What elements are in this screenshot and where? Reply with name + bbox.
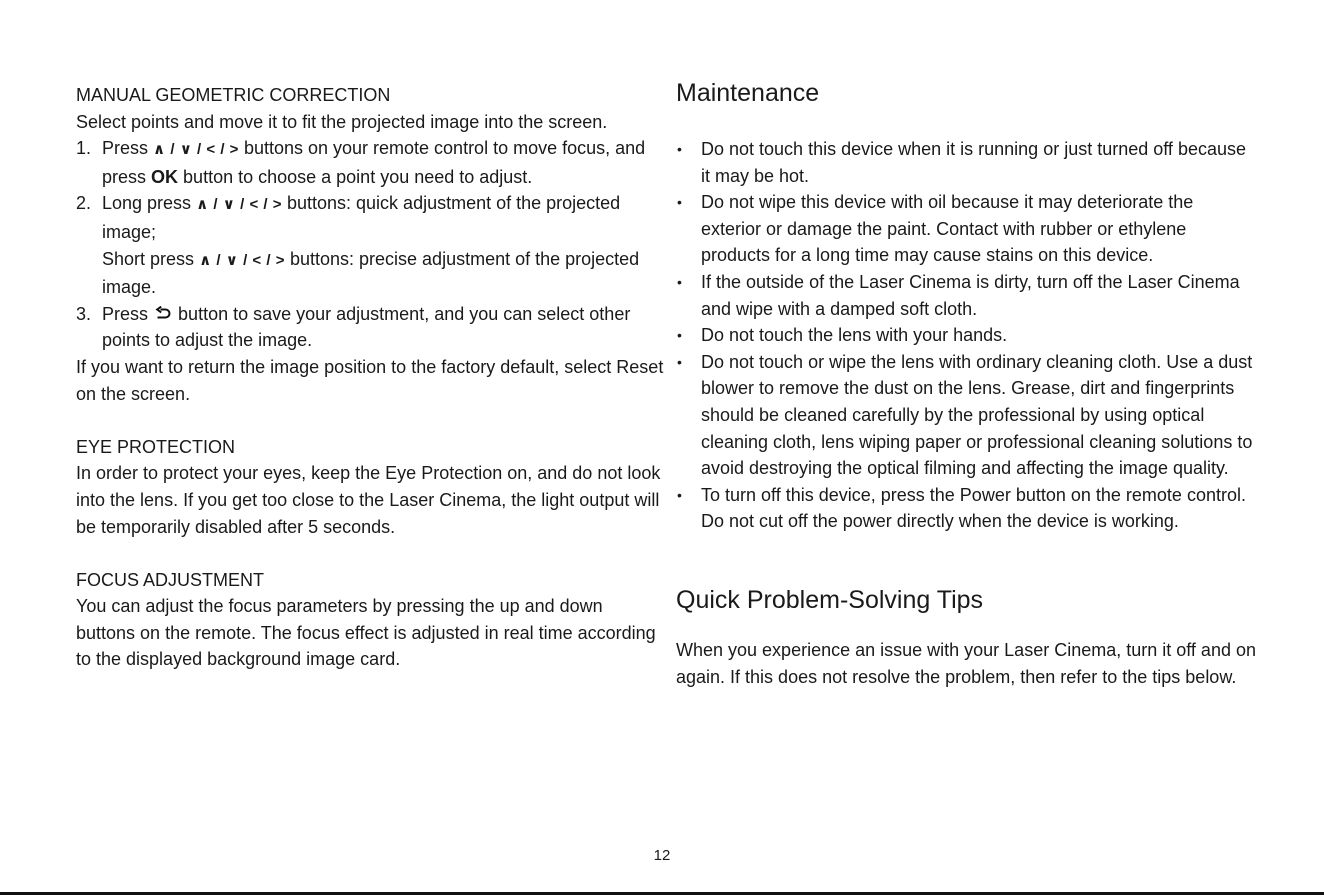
list-item xyxy=(676,189,1256,269)
section-spacer xyxy=(76,540,666,567)
bullet-icon: • xyxy=(677,486,682,503)
list-item-text: To turn off this device, press the Power button on the remote control. Do not cut off the power directly when the device is working. xyxy=(701,484,1246,532)
manual-correction-title: MANUAL GEOMETRIC CORRECTION xyxy=(76,85,391,105)
maintenance-list xyxy=(676,136,1256,535)
quick-tips-text: When you experience an issue with your Laser Cinema, turn it off and on again. If this does not resolve the problem, then refer to the tips below. xyxy=(676,639,1256,687)
list-item xyxy=(676,349,1256,482)
list-item-text: Do not touch or wipe the lens with ordinary cleaning cloth. Use a dust blower to remove the dust on the lens. Grease, dirt and fingerprints should be cleaned carefully by the professional by using optical cleaning cloth, lens wiping paper or professional cleaning solutions to avoid destroying the optical filming and affecting the image quality. xyxy=(701,351,1253,479)
quick-tips-title: Quick Problem-Solving Tips xyxy=(676,585,984,614)
quick-problem-solving-section xyxy=(676,583,1256,690)
manual-correction-intro: Select points and move it to fit the projected image into the screen. xyxy=(76,111,608,132)
step-number: 3. xyxy=(76,303,92,324)
ok-key-label: OK xyxy=(151,166,179,187)
focus-adjustment-section xyxy=(76,567,666,673)
manual-correction-outro: If you want to return the image position to the factory default, select Reset on the screen. xyxy=(76,356,664,404)
step-3-text-b: button to save your adjustment, and you can select other points to adjust the image. xyxy=(102,303,631,351)
step-3-text-a: Press xyxy=(102,303,149,324)
list-item-text: Do not touch this device when it is running or just turned off because it may be hot. xyxy=(701,139,1246,186)
step-1-text-b: buttons on your remote control to move focus, and press xyxy=(102,138,646,187)
page-number: 12 xyxy=(653,847,671,864)
bullet-icon: • xyxy=(677,273,682,290)
right-column xyxy=(676,76,1256,690)
eye-protection-text: In order to protect your eyes, keep the Eye Protection on, and do not look into the lens. If you get too close to the Laser Cinema, the light output will be temporarily disabled after 5 seconds. xyxy=(76,463,661,537)
list-item xyxy=(676,269,1256,322)
focus-adjustment-text: You can adjust the focus parameters by pressing the up and down buttons on the remote. The focus effect is adjusted in real time according to the displayed background image card. xyxy=(76,596,656,670)
bullet-icon: • xyxy=(677,327,682,344)
short-press-text-b: buttons: precise adjustment of the projected image. xyxy=(102,248,640,298)
step-1-text-c: button to choose a point you need to adjust. xyxy=(183,166,533,187)
left-column xyxy=(76,82,666,673)
maintenance-section xyxy=(676,76,1256,535)
section-spacer xyxy=(76,407,666,434)
manual-geometric-correction-section xyxy=(76,82,666,407)
step-number: 2. xyxy=(76,193,92,214)
bullet-icon: • xyxy=(677,141,682,157)
long-press-text-b: buttons: quick adjustment of the projected image; xyxy=(102,193,621,242)
long-press-text-a: Long press xyxy=(102,193,192,214)
step-1 xyxy=(76,135,666,190)
step-2-long-press xyxy=(102,190,666,245)
back-icon xyxy=(155,306,171,322)
list-item xyxy=(676,322,1256,349)
arrow-keys-icon: ∧ / ∨ / < / > xyxy=(199,251,285,269)
list-item xyxy=(676,482,1256,535)
step-2-short-press xyxy=(102,246,666,301)
bullet-icon: • xyxy=(677,353,682,370)
step-2 xyxy=(76,190,666,300)
eye-protection-section xyxy=(76,434,666,540)
step-number: 1. xyxy=(76,138,92,159)
arrow-keys-icon: ∧ / ∨ / < / > xyxy=(153,141,239,159)
list-item-text: If the outside of the Laser Cinema is dirty, turn off the Laser Cinema and wipe with a damped soft cloth. xyxy=(701,271,1240,319)
focus-adjustment-title: FOCUS ADJUSTMENT xyxy=(76,569,265,590)
eye-protection-title: EYE PROTECTION xyxy=(76,436,236,457)
short-press-text-a: Short press xyxy=(102,248,195,269)
manual-correction-steps xyxy=(76,135,666,354)
maintenance-title: Maintenance xyxy=(676,79,820,107)
list-item-text: Do not wipe this device with oil because it may deteriorate the exterior or damage the paint. Contact with rubber or ethylene products for a long time may cause stains on this device. xyxy=(701,192,1194,266)
bullet-icon: • xyxy=(677,194,682,211)
step-1-text-a: Press xyxy=(102,138,149,159)
list-item-text: Do not touch the lens with your hands. xyxy=(701,325,1008,346)
arrow-keys-icon: ∧ / ∨ / < / > xyxy=(196,196,282,214)
step-3 xyxy=(76,301,666,354)
list-item xyxy=(676,136,1256,189)
